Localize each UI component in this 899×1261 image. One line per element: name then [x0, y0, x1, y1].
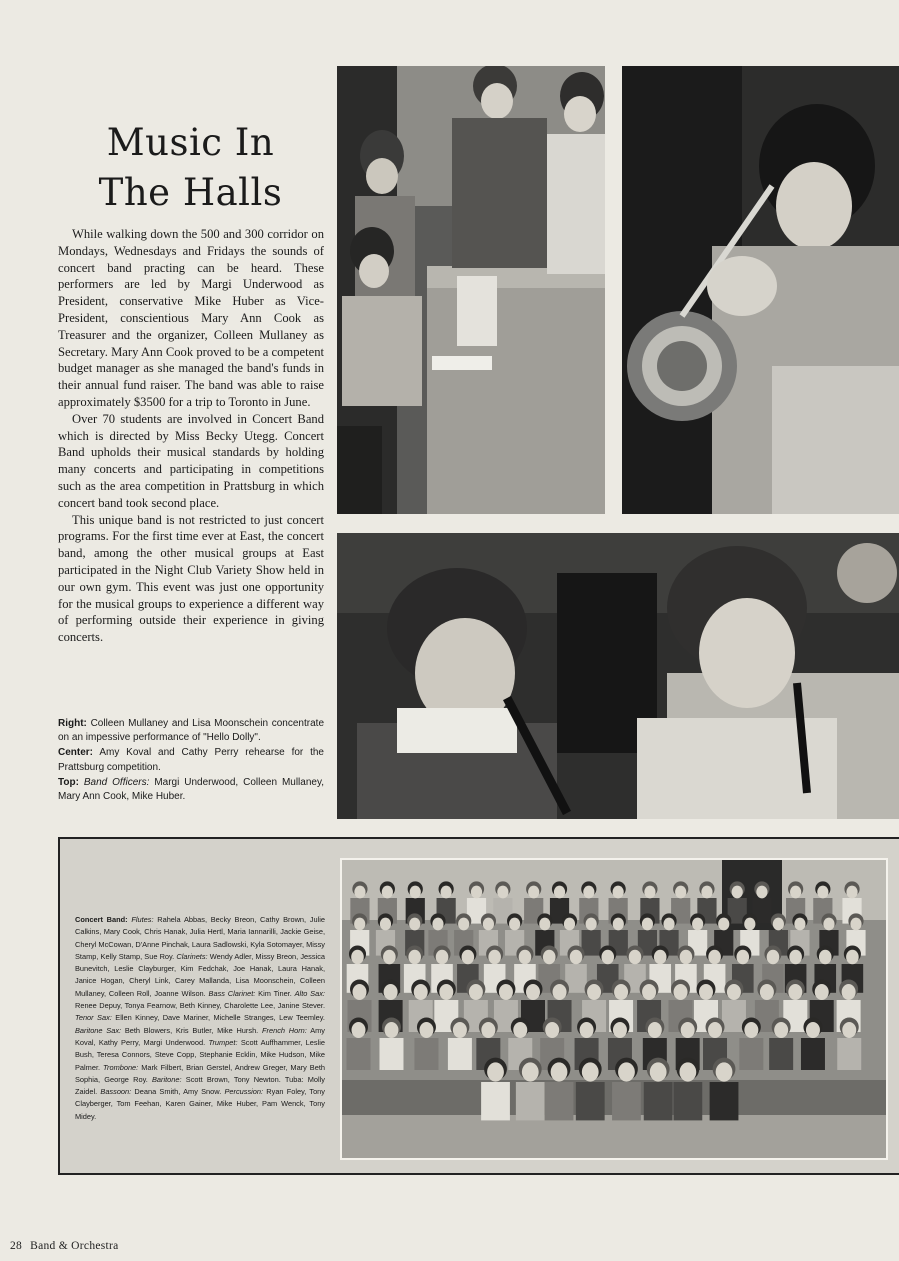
band-member-face — [551, 1062, 568, 1081]
roster-section — [152, 1075, 281, 1084]
band-officers-photo — [337, 66, 605, 514]
caption-top-label: Top: — [58, 776, 79, 788]
band-member-face — [528, 886, 539, 899]
band-member-face — [613, 886, 624, 899]
band-member-face — [481, 1022, 495, 1038]
band-member-face — [384, 1022, 398, 1038]
roster-names-baritone-sax: Beth Blowers, Kris Butler, Mike Hursh. — [124, 1025, 259, 1035]
band-member-face — [469, 984, 483, 1000]
caption-center — [58, 746, 324, 774]
band-member-face — [414, 984, 428, 1000]
section-name: Band & Orchestra — [30, 1240, 119, 1252]
roster-label-tuba: Tuba: — [284, 1074, 304, 1084]
band-member-face — [767, 950, 780, 964]
band-member-face — [352, 984, 366, 1000]
band-member-body — [673, 1082, 702, 1120]
band-member-face — [629, 950, 642, 964]
band-member-face — [380, 918, 391, 931]
band-member-face — [642, 984, 656, 1000]
roster-section — [209, 989, 292, 998]
band-member-face — [744, 918, 755, 931]
band-member-face — [408, 950, 421, 964]
band-member-face — [842, 984, 856, 1000]
roster-names-tenor-sax: Ellen Kinney, Dave Mariner, Michelle Stranges, Lew Teemley. — [115, 1013, 325, 1023]
band-member-face — [790, 886, 801, 899]
band-member-face — [823, 918, 834, 931]
band-member-face — [483, 918, 494, 931]
band-member-face — [564, 918, 575, 931]
roster-names-tuba: Molly Zaidel. — [75, 1074, 325, 1097]
band-member-face — [692, 918, 703, 931]
band-member-face — [419, 1022, 433, 1038]
concert-band-group-photo — [340, 858, 888, 1160]
band-member-face — [543, 950, 556, 964]
band-member-body — [576, 1082, 605, 1120]
band-member-face — [384, 984, 398, 1000]
paragraph-1: While walking down the 500 and 300 corridor on Mondays, Wednesdays and Fridays the sounds of concert band practing can be heard. These performers are led by Margi Underwood as President, conservative Mike Huber as Vice-President, conscientious Mary Ann Cook as Treasurer and the organizer, Colleen Mullaney as Secretary. Mary Ann Cook proved to be a competent budget manager as she managed the band's funds in their annual fund raiser. The band was able to raise approximately $3500 for a trip to Toronto in June. — [58, 227, 324, 409]
caption-top-italic: Band Officers: — [83, 776, 150, 788]
band-member-face — [681, 1022, 695, 1038]
roster-names-percussion: Ryan Foley, Tony Clayberger, Tom Feehan, Karen Gainer, Mike Huber, Pam Wenck, Tony Midey. — [75, 1087, 325, 1121]
band-member-face — [788, 984, 802, 1000]
roster-names-bass-clarinet: Kim Tiner. — [258, 988, 292, 998]
band-member-face — [618, 1062, 635, 1081]
band-member-body — [769, 1038, 793, 1070]
roster-names-alto-sax: Renee Depuy, Tonya Fearnow, Beth Kinney, Charolette Lee, Janine Stever. — [75, 1001, 325, 1011]
band-member-face — [587, 984, 601, 1000]
roster-label-percussion: Percussion: — [224, 1087, 264, 1097]
band-member-face — [462, 950, 475, 964]
roster-label-bassoon: Bassoon: — [100, 1087, 132, 1097]
band-member-face — [774, 1022, 788, 1038]
band-member-face — [580, 1022, 594, 1038]
band-member-face — [513, 1022, 527, 1038]
band-member-face — [674, 984, 688, 1000]
band-member-face — [432, 918, 443, 931]
caption-center-label: Center: — [58, 747, 94, 759]
band-member-face — [410, 886, 421, 899]
band-member-body — [582, 930, 601, 956]
clarinet-players-photo — [337, 533, 899, 819]
band-member-face — [458, 918, 469, 931]
band-member-face — [675, 886, 686, 899]
caption-right — [58, 717, 324, 745]
band-member-face — [522, 1062, 539, 1081]
band-member-face — [539, 918, 550, 931]
roster-label-baritone-sax: Baritone Sax: — [75, 1025, 122, 1035]
band-member-face — [644, 886, 655, 899]
band-member-face — [526, 984, 540, 1000]
band-member-face — [846, 886, 857, 899]
caption-right-text: Colleen Mullaney and Lisa Moonschein concentrate on an impessive performance of "Hello Dolly". — [58, 718, 325, 744]
roster-label-french-horn: French Horn: — [262, 1025, 307, 1035]
band-member-face — [436, 950, 449, 964]
band-member-body — [739, 1038, 763, 1070]
roster-label-tenor-sax: Tenor Sax: — [75, 1013, 112, 1023]
roster-names-baritone: Scott Brown, Tony Newton. — [185, 1074, 281, 1084]
band-member-face — [842, 1022, 856, 1038]
band-member-face — [545, 1022, 559, 1038]
roster-names-bassoon: Deana Smith, Amy Snow. — [134, 1087, 222, 1097]
caption-center-text: Amy Koval and Cathy Perry rehearse for the Prattsburg competition. — [58, 747, 324, 773]
page-number: 28 — [10, 1240, 23, 1252]
band-member-face — [846, 950, 859, 964]
band-member-body — [801, 1038, 825, 1070]
band-member-face — [744, 1022, 758, 1038]
band-member-body — [710, 1082, 739, 1120]
band-member-face — [570, 950, 583, 964]
band-member-face — [441, 886, 452, 899]
caption-top-text: Margi Underwood, Colleen Mullaney, Mary Ann Cook, Mike Huber. — [58, 776, 325, 803]
band-member-body — [347, 1038, 371, 1070]
roster-label-clarinets: Clarinets: — [176, 951, 208, 961]
band-member-face — [354, 918, 365, 931]
band-member-face — [519, 950, 532, 964]
band-member-face — [613, 918, 624, 931]
band-member-face — [732, 886, 743, 899]
roster-label-trombone: Trombone: — [103, 1062, 139, 1072]
band-member-face — [487, 1062, 504, 1081]
concert-band-roster — [75, 914, 325, 1123]
band-member-face — [701, 886, 712, 899]
band-member-body — [612, 1082, 641, 1120]
paragraph-2: Over 70 students are involved in Concert Band which is directed by Miss Becky Utegg. Concert Band upholds their musical standards by holding many concerts and participating in competitions such as the area competition in Prattsburg in which concert band took second place. — [58, 411, 324, 510]
roster-names-trombone: Mark Filbert, Brian Gerstel, Andrew Greger, Mary Beth Sophia, George Roy. — [75, 1062, 325, 1084]
roster-label-flutes: Flutes: — [131, 915, 154, 924]
band-member-body — [481, 1082, 510, 1120]
band-member-face — [699, 984, 713, 1000]
band-member-face — [789, 950, 802, 964]
band-member-face — [582, 1062, 599, 1081]
band-member-face — [642, 918, 653, 931]
band-member-face — [819, 950, 832, 964]
band-member-face — [773, 918, 784, 931]
paragraph-3: This unique band is not restricted to just concert programs. For the first time ever at East, the concert band, among the other musical groups at East participated in the Night Club Variety Show held in our own gym. This event was just one opportunity for the musical groups to experience a different way of performing outside their experience in giving concerts. — [58, 512, 324, 645]
band-member-face — [488, 950, 501, 964]
band-member-face — [352, 1022, 366, 1038]
band-member-face — [654, 950, 667, 964]
caption-right-label: Right: — [58, 718, 87, 729]
roster-names-french-horn: Amy Koval, Kathy Perry, Margi Underwood. — [75, 1025, 325, 1047]
band-member-body — [448, 1038, 472, 1070]
band-member-face — [382, 886, 393, 899]
roster-section — [100, 1087, 221, 1096]
band-member-face — [760, 984, 774, 1000]
band-member-body — [545, 1082, 574, 1120]
band-member-face — [613, 1022, 627, 1038]
band-member-face — [354, 886, 365, 899]
band-member-face — [601, 950, 614, 964]
band-member-face — [453, 1022, 467, 1038]
band-member-face — [708, 950, 721, 964]
band-member-face — [439, 984, 453, 1000]
french-horn-photo — [622, 66, 899, 514]
roster-names-trumpet: Scott Auffhammer, Leslie Bush, Teresa Connors, Steve Copp, Stephanie Ecklin, Mike Hudson, Mike Palmer. — [75, 1037, 325, 1072]
band-member-face — [817, 886, 828, 899]
roster-label-trumpet: Trumpet: — [208, 1037, 238, 1047]
band-member-face — [553, 984, 567, 1000]
title-line-2: The Halls — [98, 171, 283, 214]
band-member-face — [806, 1022, 820, 1038]
roster-names-flutes: Rahela Abbas, Becky Breon, Cathy Brown, Julie Calkins, Mary Cook, Chris Hanak, Julia Hertl, Maria Iannarilli, Jackie Geise, Cheryl McCowan, D'Anne Pinchak, Laura Sadlowski, Kyla Sotomayer, Missy Stamp, Kelly Stamp, Sue Roy. — [75, 915, 326, 961]
band-member-face — [718, 918, 729, 931]
band-member-face — [815, 984, 829, 1000]
band-member-face — [499, 984, 513, 1000]
band-member-face — [650, 1062, 667, 1081]
caption-top — [58, 776, 324, 804]
band-member-body — [837, 1038, 861, 1070]
band-member-face — [351, 950, 364, 964]
band-member-face — [554, 886, 565, 899]
band-member-face — [716, 1062, 733, 1081]
band-member-face — [586, 918, 597, 931]
band-member-face — [679, 1062, 696, 1081]
band-member-face — [614, 984, 628, 1000]
band-member-face — [509, 918, 520, 931]
band-member-face — [409, 918, 420, 931]
band-member-face — [708, 1022, 722, 1038]
band-member-face — [497, 886, 508, 899]
page-footer — [10, 1240, 127, 1252]
band-member-face — [756, 886, 767, 899]
band-member-face — [663, 918, 674, 931]
band-member-face — [850, 918, 861, 931]
band-member-body — [414, 1038, 438, 1070]
roster-label-bass-clarinet: Bass Clarinet: — [208, 988, 256, 998]
band-member-face — [471, 886, 482, 899]
article-body — [58, 226, 324, 646]
article-title — [58, 118, 323, 218]
photo-captions — [58, 717, 324, 805]
band-member-face — [736, 950, 749, 964]
band-member-body — [644, 1082, 673, 1120]
band-member-face — [583, 886, 594, 899]
roster-section — [75, 1026, 258, 1035]
title-line-1: Music In — [106, 121, 275, 164]
band-member-face — [648, 1022, 662, 1038]
roster-heading: Concert Band: — [75, 915, 128, 924]
band-member-face — [794, 918, 805, 931]
band-member-face — [383, 950, 396, 964]
band-member-face — [727, 984, 741, 1000]
band-member-body — [516, 1082, 545, 1120]
band-member-body — [379, 1038, 403, 1070]
roster-label-baritone: Baritone: — [151, 1074, 182, 1084]
band-member-face — [680, 950, 693, 964]
roster-label-alto-sax: Alto Sax: — [294, 988, 325, 998]
roster-names-clarinets: Wendy Adler, Missy Breon, Jessica Bunevitch, Leslie Clayburger, Kim Fedchak, Joe Hanak, Laura Hanak, Janice Hogan, Cheryl Link, Carey Mallanda, Lisa Moonschein, Colleen Mullaney, Colleen Roll, Joanne Wilson. — [75, 951, 326, 998]
roster-section — [75, 1013, 325, 1022]
